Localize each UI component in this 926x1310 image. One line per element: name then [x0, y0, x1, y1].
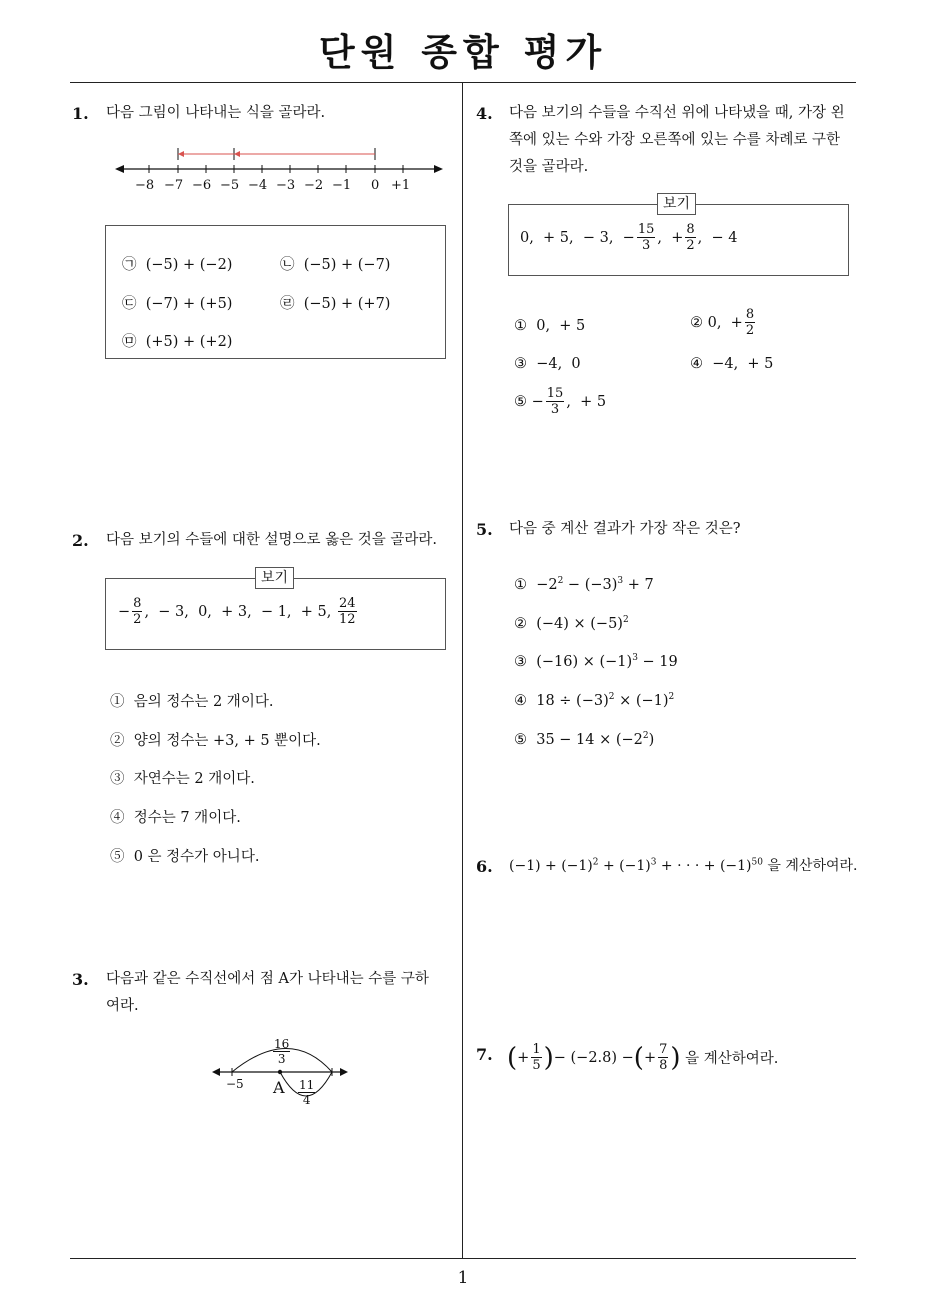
column-divider — [462, 83, 463, 1258]
tick-label: −8 — [135, 178, 155, 193]
choice-expr: (−7) + (+5) — [145, 296, 233, 312]
numerator: 7 — [659, 1042, 668, 1057]
fraction — [338, 596, 357, 627]
number-list: , + — [657, 229, 684, 246]
numerator: 24 — [338, 596, 356, 611]
option-mark: ① — [514, 318, 527, 334]
q5-option-1[interactable]: ① $-2^2 - (-3)^3 + 7$ — [514, 576, 654, 593]
choice-mark: ㉣ — [280, 296, 295, 312]
option-mark: ③ — [110, 771, 125, 787]
number-list: , − 3, 0, + 3, − 1, + 5, — [144, 603, 336, 620]
page-title: 단원 종합 평가 — [318, 31, 608, 74]
denominator: 3 — [550, 402, 560, 417]
label-minus-five: −5 — [226, 1077, 244, 1091]
q2-option-1[interactable] — [110, 690, 273, 711]
numerator: 16 — [274, 1037, 290, 1051]
denominator: 2 — [133, 612, 142, 627]
top-rule — [70, 82, 856, 83]
option-text: 0 은 정수가 아니다. — [133, 849, 260, 865]
tick-label: −4 — [248, 178, 268, 193]
q5-option-4[interactable]: ④ $18 \div (-3)^2 \times (-1)^2$ — [514, 692, 675, 709]
tick-label: −5 — [220, 178, 240, 193]
option-text: 0, + 5 — [536, 318, 586, 334]
fraction — [132, 596, 142, 627]
question-7-number: 7. — [476, 1045, 493, 1064]
question-6-expression: $(-1) + (-1)^2 + (-1)^3$ + · · · + $(-1)^{50}$ 을 계산하여라. — [509, 857, 858, 874]
bottom-rule — [70, 1258, 856, 1259]
question-5-number: 5. — [476, 520, 493, 539]
option-mark: ⑤ — [514, 731, 527, 748]
q4-option-2[interactable] — [690, 307, 757, 338]
option-text: 양의 정수는 +3, + 5 뿐이다. — [133, 733, 321, 749]
q4-option-1[interactable] — [514, 318, 585, 334]
option-text: −4, 0 — [536, 356, 581, 372]
option-mark: ④ — [690, 356, 703, 372]
question-2-number: 2. — [72, 531, 89, 550]
choice-mark: ㉠ — [122, 257, 137, 273]
option-text: 0, + — [707, 314, 743, 331]
q4-option-3[interactable] — [514, 356, 581, 372]
tick-label: −1 — [332, 178, 352, 193]
option-mark: ④ — [514, 692, 527, 709]
denominator: 3 — [641, 238, 651, 253]
numerator: 8 — [133, 596, 142, 611]
numerator: 15 — [637, 222, 655, 237]
numerator: 8 — [745, 307, 755, 322]
point-a-label: A — [273, 1078, 285, 1097]
question-1-text: 다음 그림이 나타내는 식을 골라라. — [106, 105, 326, 121]
choice-mark: ㉢ — [122, 296, 137, 312]
fraction-16-3 — [273, 1037, 290, 1066]
fraction — [658, 1042, 668, 1073]
option-mark: ① — [110, 694, 125, 710]
question-1-number: 1. — [72, 104, 89, 123]
minus-sign: − — [118, 603, 131, 620]
question-1-tick-labels — [115, 178, 445, 196]
question-3-text-line1: 다음과 같은 수직선에서 점 A가 나타내는 수를 구하 — [106, 971, 429, 987]
q4-option-5[interactable] — [514, 386, 606, 417]
option-text: −4, + 5 — [712, 356, 774, 372]
q1-choice-c[interactable] — [122, 292, 232, 313]
denominator: 12 — [338, 612, 356, 627]
choice-mark: ㉡ — [280, 257, 295, 273]
tick-label: −3 — [276, 178, 296, 193]
question-4-text-line1: 다음 보기의 수들을 수직선 위에 나타냈을 때, 가장 왼 — [509, 105, 845, 121]
question-7-tail: 을 계산하여라. — [685, 1051, 779, 1067]
q2-option-3[interactable] — [110, 767, 255, 788]
q1-choice-e[interactable] — [122, 330, 232, 351]
tick-label: 0 — [371, 178, 380, 193]
question-5-text: 다음 중 계산 결과가 가장 작은 것은? — [509, 521, 741, 537]
tick-label: −7 — [164, 178, 184, 193]
fraction-11-4 — [298, 1078, 315, 1107]
fraction — [531, 1042, 541, 1073]
fraction — [745, 307, 755, 338]
question-6-tail: 을 계산하여라. — [767, 858, 858, 874]
numerator: 11 — [299, 1078, 315, 1092]
question-4-numbers — [520, 222, 737, 253]
option-text: , + 5 — [566, 393, 607, 410]
denominator: 4 — [302, 1093, 311, 1107]
q2-option-4[interactable] — [110, 806, 241, 827]
option-mark: ② — [690, 314, 703, 331]
page-number: 1 — [457, 1268, 469, 1288]
q4-option-4[interactable] — [690, 356, 773, 372]
fraction — [637, 222, 656, 253]
option-mark: ⑤ — [514, 393, 527, 410]
q5-option-3[interactable]: ③ $(-16) \times (-1)^3 - 19$ — [514, 653, 678, 670]
tick-label: +1 — [391, 178, 411, 193]
q1-choice-b[interactable] — [280, 253, 390, 274]
option-mark: ③ — [514, 356, 527, 372]
question-3-number: 3. — [72, 970, 89, 989]
option-mark: ③ — [514, 653, 527, 670]
question-2-numbers — [118, 596, 359, 627]
option-mark: ① — [514, 576, 527, 593]
denominator: 2 — [745, 323, 755, 338]
question-2-text: 다음 보기의 수들에 대한 설명으로 옳은 것을 골라라. — [106, 532, 438, 548]
option-text: 정수는 7 개이다. — [133, 810, 241, 826]
bogi-label: 보기 — [657, 193, 696, 215]
choice-expr: (−5) + (+7) — [303, 296, 391, 312]
choice-expr: (−5) + (−7) — [303, 257, 391, 273]
q2-option-2[interactable] — [110, 729, 321, 750]
question-7-expression: ( + $\frac{1}{5}$ ) − (−2.8) − ( + $\frac{7}{8}$ ) 을 계산하여라. — [507, 1042, 779, 1073]
q5-option-2[interactable]: ② $(-4) \times (-5)^2$ — [514, 615, 629, 632]
choice-mark: ㉤ — [122, 334, 137, 350]
denominator: 5 — [532, 1058, 541, 1073]
question-4-text-line3: 것을 골라라. — [509, 159, 589, 175]
number-list: 0, + 5, − 3, − — [520, 229, 635, 246]
option-text: 자연수는 2 개이다. — [133, 771, 255, 787]
choice-expr: (+5) + (+2) — [145, 334, 233, 350]
question-7-middle: − (−2.8) − — [553, 1049, 634, 1066]
bogi-label: 보기 — [255, 567, 294, 589]
option-text: 음의 정수는 2 개이다. — [133, 694, 274, 710]
numerator: 15 — [546, 386, 564, 401]
option-mark: ④ — [110, 810, 125, 826]
choice-expr: (−5) + (−2) — [145, 257, 233, 273]
denominator: 8 — [659, 1058, 668, 1073]
question-3-text-line2: 여라. — [106, 998, 139, 1014]
q1-choice-a[interactable] — [122, 253, 232, 274]
option-mark: ⑤ — [110, 849, 125, 865]
denominator: 3 — [277, 1052, 286, 1066]
numerator: 8 — [686, 222, 695, 237]
tick-label: −2 — [304, 178, 324, 193]
denominator: 2 — [686, 238, 695, 253]
numerator: 1 — [532, 1042, 541, 1057]
option-text: − — [531, 393, 544, 410]
tick-label: −6 — [192, 178, 212, 193]
option-mark: ② — [110, 733, 125, 749]
q5-option-5[interactable]: ⑤ $35 - 14 \times (-2^2)$ — [514, 731, 655, 748]
fraction — [546, 386, 565, 417]
number-list: , − 4 — [697, 229, 738, 246]
option-mark: ② — [514, 615, 527, 632]
question-6-number: 6. — [476, 857, 493, 876]
question-4-number: 4. — [476, 104, 493, 123]
q2-option-5[interactable] — [110, 845, 259, 866]
fraction — [685, 222, 695, 253]
question-4-text-line2: 쪽에 있는 수와 가장 오른쪽에 있는 수를 차례로 구한 — [509, 132, 841, 148]
q1-choice-d[interactable] — [280, 292, 390, 313]
